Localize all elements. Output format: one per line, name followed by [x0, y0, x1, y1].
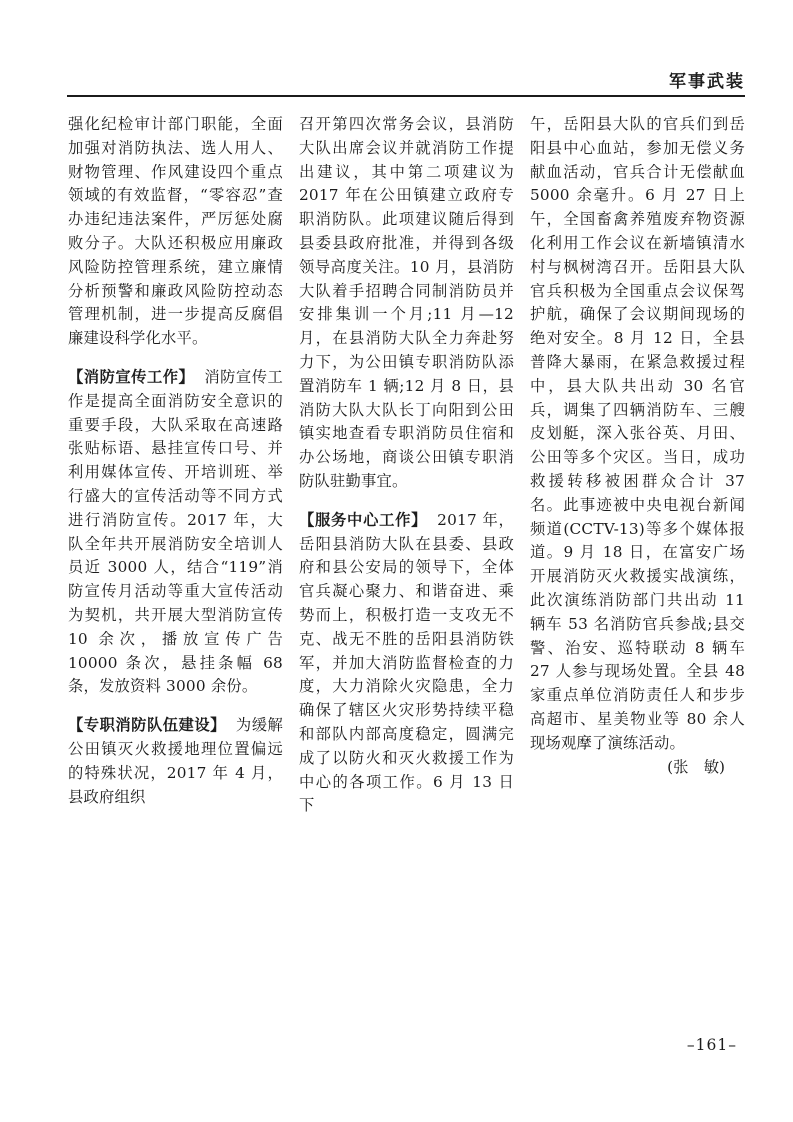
column-2 — [299, 113, 514, 818]
entry-fulltime-fire-brigade — [68, 714, 283, 809]
entry-title: 【专职消防队伍建设】 — [68, 716, 226, 735]
page-header — [669, 67, 745, 92]
author-signature: (张 敏) — [667, 757, 725, 776]
page-number: –161– — [686, 1036, 737, 1054]
entry-text: 为缓解公田镇灭火救援地理位置偏远的特殊状况，2017 年 4 月，县政府组织 — [68, 716, 283, 806]
column-1 — [68, 113, 283, 818]
entry-fire-publicity — [68, 366, 283, 699]
article-columns — [68, 113, 745, 818]
paragraph-continuation: 召开第四次常务会议，县消防大队出席会议并就消防工作提出建议，其中第二项建议为 2017 年在公田镇建立政府专职消防队。此项建议随后得到县委县政府批准，并得到各级领导高度关注。10 月，县消防大队着手招聘合同制消防员并安排集训一个月;11 月—12 月，在县消防大队全力奔赴努力下，为公田镇专职消防队添置消防车 1 辆;12 月 8 日，县消防大队大队长丁向阳到公田镇实地查看专职消防员住宿和办公场地，商谈公田镇专职消防队驻勤事宜。 — [299, 115, 514, 490]
paragraph-continuation: 午，岳阳县大队的官兵们到岳阳县中心血站，参加无偿义务献血活动，官兵合计无偿献血 5000 余毫升。6 月 27 日上午，全国畜禽养殖废弃物资源化利用工作会议在新墙镇清水村与枫树湾召开。岳阳县大队官兵积极为全国重点会议保驾护航，确保了会议期间现场的绝对安全。8 月 12 日，全县普降大暴雨，在紧急救援过程中，县大队共出动 30 名官兵，调集了四辆消防车、三艘皮划艇，深入张谷英、月田、公田等多个灾区。当日，成功救援转移被困群众合计 37 名。此事迹被中央电视台新闻频道(CCTV-13)等多个媒体报道。9 月 18 日，在富安广场开展消防灭火救援实战演练，此次演练消防部门共出动 11 辆车 53 名消防官兵参战;县交警、治安、巡特联动 8 辆车 27 人参与现场处置。全县 48 家重点单位消防责任人和步步高超市、星美物业等 80 余人现场观摩了演练活动。 — [530, 115, 745, 752]
column-3 — [530, 113, 745, 818]
entry-text: 2017 年，岳阳县消防大队在县委、县政府和县公安局的领导下，全体官兵凝心聚力、和谐奋进、乘势而上，积极打造一支攻无不克、战无不胜的岳阳县消防铁军，并加大消防监督检查的力度，大力消除火灾隐患，全力确保了辖区火灾形势持续平稳和部队内部高度稳定，圆满完成了以防火和灭火救援工作为中心的各项工作。6 月 13 日下 — [299, 510, 514, 815]
entry-service-center-work — [299, 509, 514, 818]
paragraph-continuation: 强化纪检审计部门职能，全面加强对消防执法、选人用人、财物管理、作风建设四个重点领域的有效监督，“零容忍”查办违纪违法案件，严厉惩处腐败分子。大队还积极应用廉政风险防控管理系统，建立廉情分析预警和廉政风险防控动态管理机制，进一步提高反腐倡廉建设科学化水平。 — [68, 115, 283, 348]
entry-title: 【服务中心工作】 — [299, 510, 428, 529]
entry-title: 【消防宣传工作】 — [68, 367, 195, 386]
entry-text: 消防宣传工作是提高全面消防安全意识的重要手段，大队采取在高速路张贴标语、悬挂宣传口号、并利用媒体宣传、开培训班、举行盛大的宣传活动等不同方式进行消防宣传。2017 年，大队全年共开展消防安全培训人员近 3000 人，结合“119”消防宣传月活动等重大宣传活动为契机，共开展大型消防宣传 10 余次，播放宣传广告 10000 条次，悬挂条幅 68 条，发放资料 3000 余份。 — [68, 367, 283, 696]
section-label: 军事武装 — [669, 72, 745, 92]
header-rule — [67, 95, 745, 97]
